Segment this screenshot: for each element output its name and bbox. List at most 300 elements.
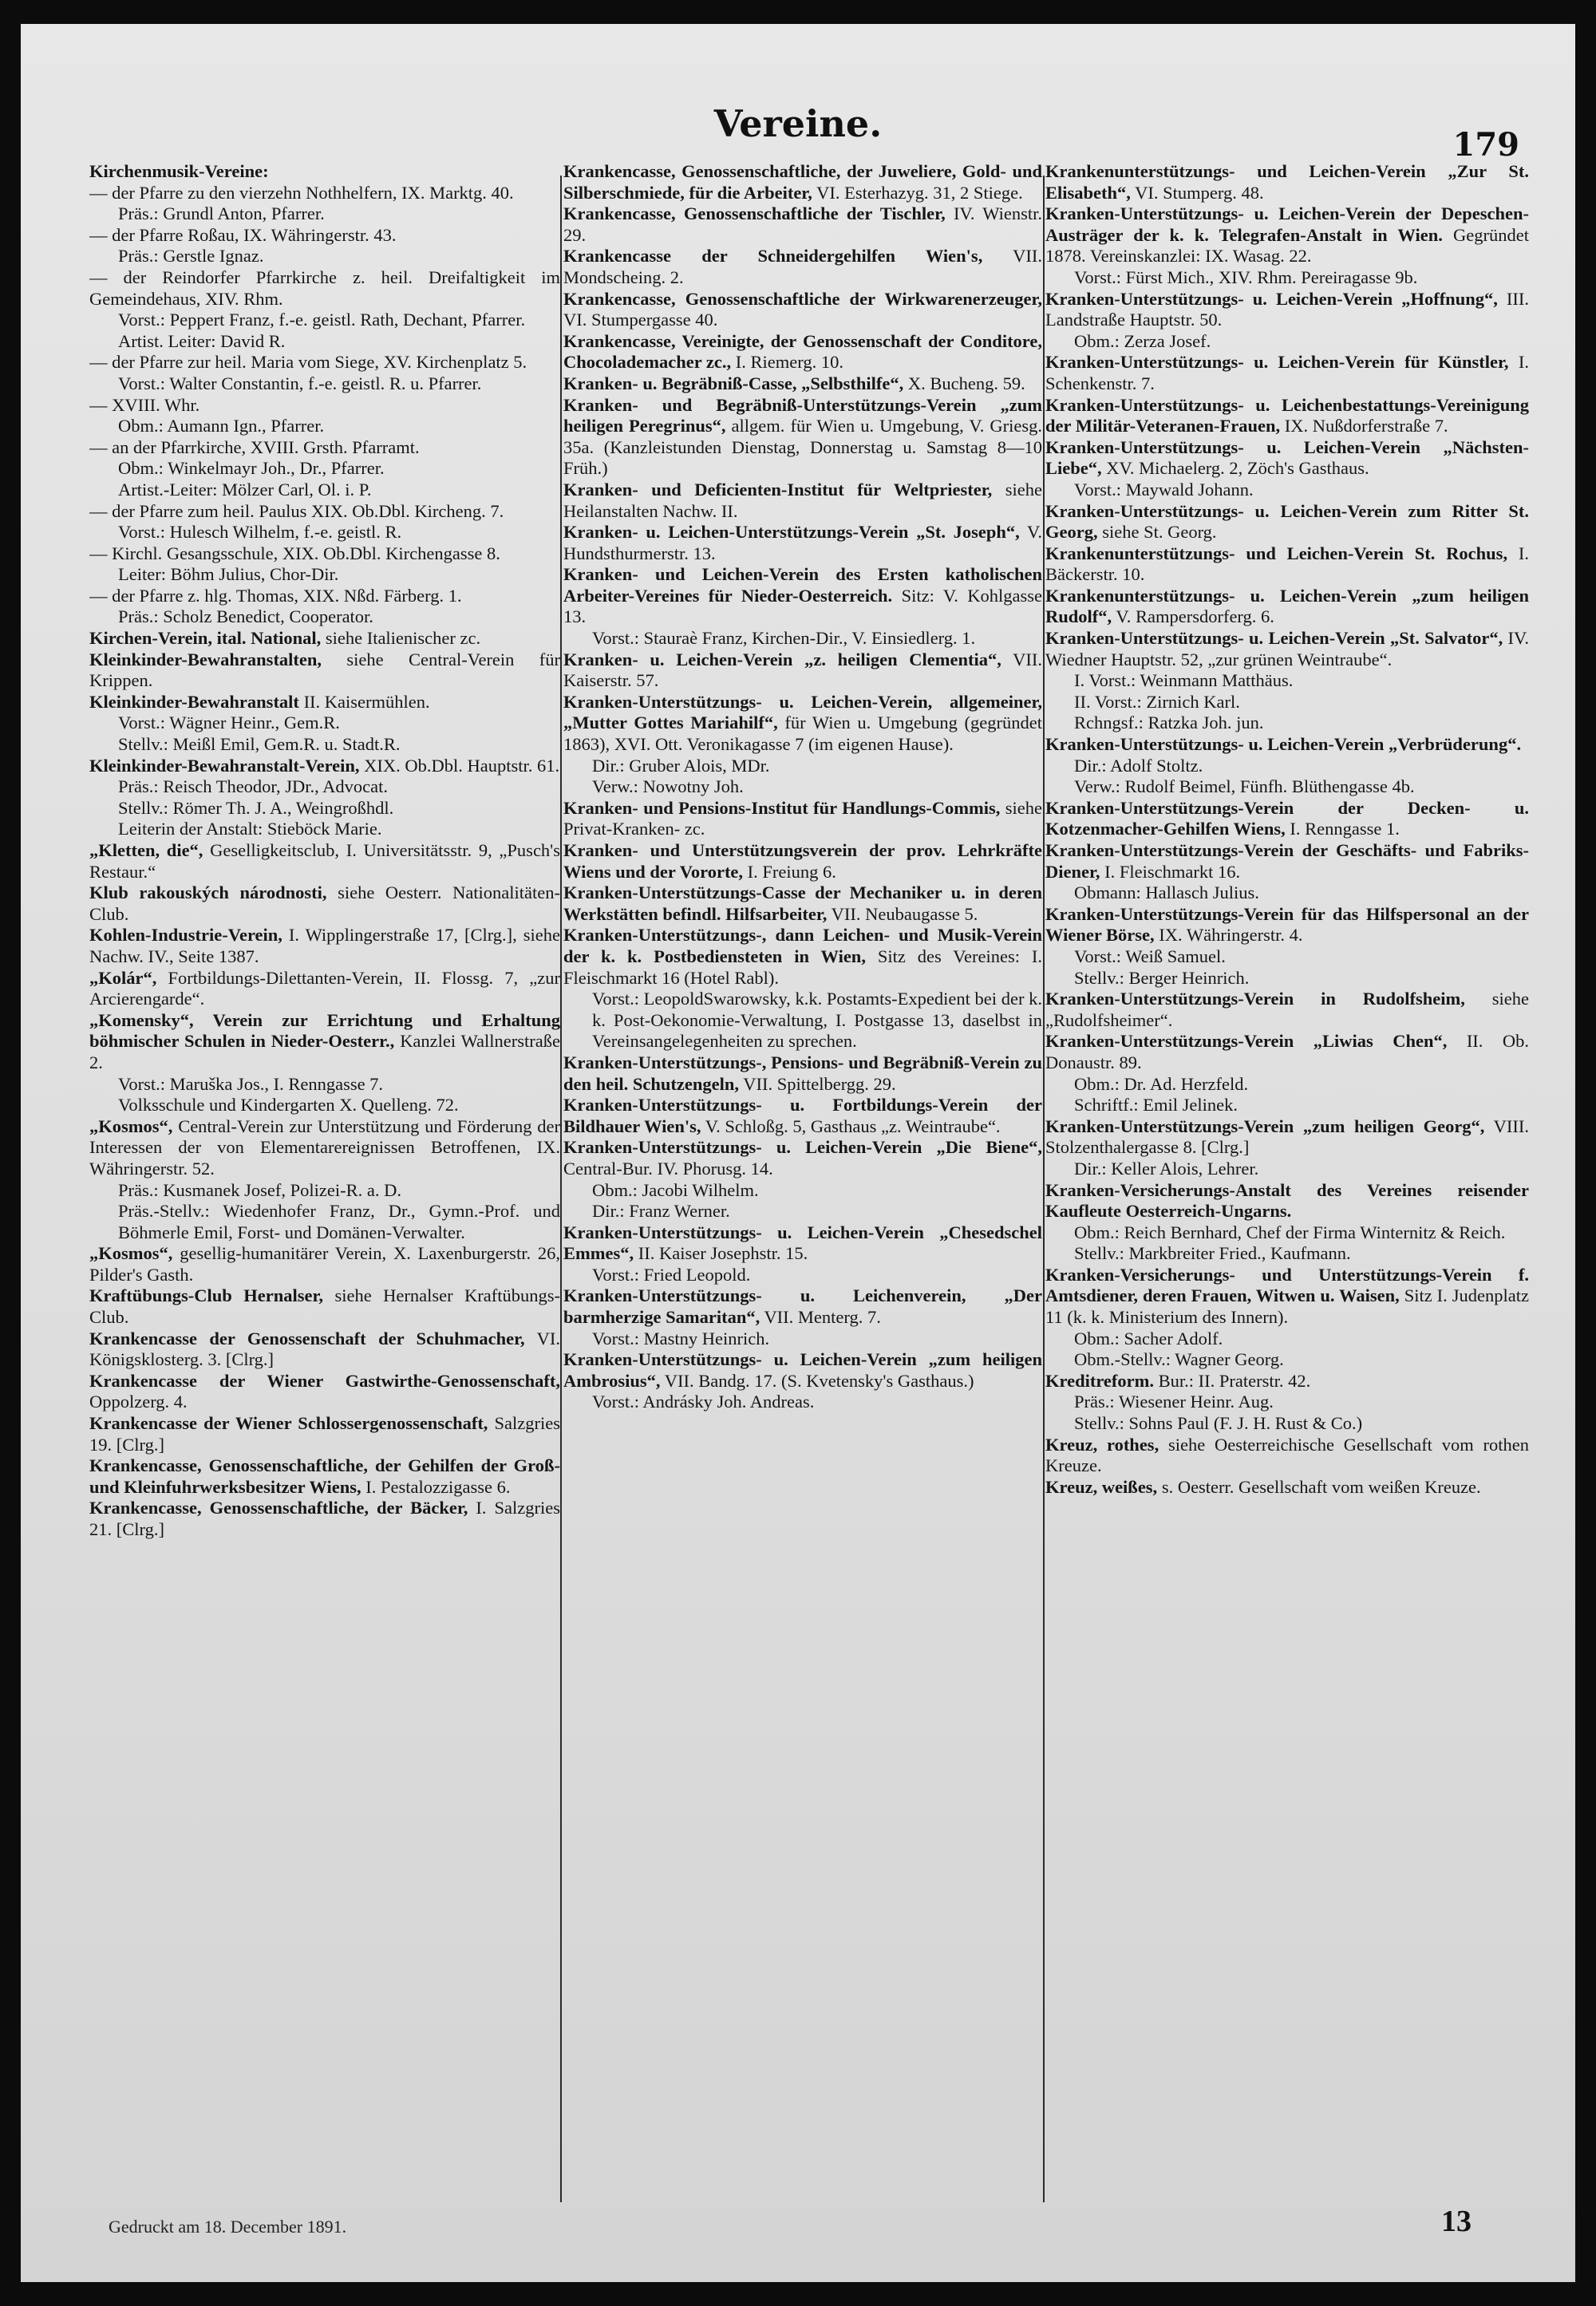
entry-heading: Krankencasse der Wiener Schlossergenossenschaft, [89, 1413, 488, 1434]
directory-entry [89, 522, 560, 543]
entry-heading: Krankencasse, Genossenschaftliche, der Gehilfen der Groß- und Kleinfuhrwerksbesitzer Wiens, [89, 1455, 560, 1497]
entry-heading: Kranken-Unterstützungs- u. Leichen-Verein „Hoffnung“, [1045, 288, 1498, 309]
entry-text: Präs.: Kusmanek Josef, Polizei-R. a. D. [118, 1179, 401, 1200]
entry-text: siehe St. Georg. [1102, 522, 1217, 543]
directory-entry [1045, 1413, 1529, 1435]
directory-entry [563, 1095, 1042, 1137]
entry-text: siehe Heilanstalten Nachw. II. [563, 479, 1042, 521]
entry-text: I. Riemerg. 10. [735, 352, 843, 373]
entry-text: — der Pfarre zur heil. Maria vom Siege, XV. Kirchenplatz 5. [89, 352, 527, 373]
entry-text: Oppolzerg. 4. [89, 1392, 188, 1412]
directory-entry [1045, 1392, 1529, 1413]
directory-entry [89, 416, 560, 437]
entry-text: allgem. für Wien u. Umgebung, V. Griesg. 35a. (Kanzleistunden Dienstag, Donnerstag u. Samstag 8—10 Früh.) [563, 416, 1042, 479]
directory-entry [563, 1201, 1042, 1222]
directory-entry [563, 1329, 1042, 1350]
directory-entry [89, 606, 560, 628]
directory-entry [1045, 989, 1529, 1031]
directory-entry [1045, 734, 1529, 756]
directory-entry [89, 756, 560, 777]
entry-heading: „Kosmos“, [89, 1243, 173, 1264]
directory-entry [563, 628, 1042, 650]
directory-entry [1045, 480, 1529, 501]
directory-entry [89, 183, 560, 204]
entry-text: — der Pfarre zu den vierzehn Nothhelfern, IX. Marktg. 40. [89, 182, 514, 203]
entry-heading: Kirchen-Verein, ital. National, [89, 628, 322, 649]
directory-entry [1045, 543, 1529, 586]
entry-text: VII. Neubaugasse 5. [831, 903, 978, 924]
entry-heading: Kleinkinder-Bewahranstalt [89, 691, 299, 712]
directory-entry [1045, 692, 1529, 713]
entry-heading: Krankenunterstützungs- u. Leichen-Verein „zum heiligen Rudolf“, [1045, 585, 1529, 627]
directory-entry [89, 586, 560, 607]
column-middle [563, 161, 1042, 1413]
directory-entry [563, 1392, 1042, 1413]
directory-entry [563, 564, 1042, 628]
entry-heading: Klub rakouských národnosti, [89, 883, 327, 903]
entry-text: V. Hundsthurmerstr. 13. [563, 522, 1042, 563]
directory-entry [89, 395, 560, 417]
entry-text: Vorst.: Fried Leopold. [592, 1264, 751, 1285]
entry-text: VII. Menterg. 7. [764, 1307, 881, 1328]
directory-entry [1045, 1159, 1529, 1180]
entry-text: IX. Währingerstr. 4. [1159, 925, 1303, 946]
entry-text: VI. Stumpergasse 40. [563, 310, 718, 330]
directory-entry [89, 1095, 560, 1116]
entry-text: Vorst.: Maruška Jos., I. Renngasse 7. [118, 1073, 384, 1094]
directory-entry [89, 437, 560, 459]
entry-text: Stellv.: Meißl Emil, Gem.R. u. Stadt.R. [118, 734, 401, 755]
directory-entry [1045, 1371, 1529, 1392]
entry-heading: Kranken- u. Begräbniß-Casse, „Selbsthilfe“, [563, 373, 904, 393]
entry-text: für Wien u. Umgebung (gegründet 1863), XVI. Ott. Veronikagasse 7 (im eigenen Hause). [563, 713, 1042, 755]
entry-text: Sitz des Vereines: I. Fleischmarkt 16 (Hotel Rabl). [563, 946, 1042, 988]
entry-text: I. Schenkenstr. 7. [1045, 352, 1529, 393]
directory-entry [1045, 670, 1529, 692]
entry-heading: Kleinkinder-Bewahranstalten, [89, 649, 322, 669]
entry-text: Vorst.: Maywald Johann. [1074, 479, 1254, 500]
entry-heading: Kranken-Unterstützungs- u. Leichen-Verein „Nächsten-Liebe“, [1045, 436, 1529, 479]
entry-heading: Kranken-Unterstützungs- u. Leichen-Verein „St. Salvator“, [1045, 628, 1503, 649]
directory-entry [563, 1222, 1042, 1265]
directory-entry [89, 1371, 560, 1413]
entry-heading: Kranken-Unterstützungs-Verein für das Hilfspersonal an der Wiener Börse, [1045, 903, 1529, 946]
entry-text: X. Bucheng. 59. [907, 373, 1025, 393]
entry-text: Vorst.: LeopoldSwarowsky, k.k. Postamts-Expedient bei der k. k. Post-Oekonomie-Verwaltung, I. Postgasse 13, daselbst in Vereinsangelegenheiten zu sprechen. [592, 989, 1042, 1052]
entry-heading: Kranken-Unterstützungs-Verein in Rudolfsheim, [1045, 989, 1465, 1009]
entry-heading: Kranken- und Begräbniß-Unterstützungs-Verein „zum heiligen Peregrinus“, [563, 394, 1042, 436]
entry-text: I. Pestalozzigasse 6. [365, 1476, 511, 1497]
entry-text: VI. Königsklosterg. 3. [Clrg.] [89, 1328, 560, 1370]
entry-text: Central-Bur. IV. Phorusg. 14. [563, 1158, 773, 1179]
entry-heading: Kranken- und Deficienten-Institut für Weltpriester, [563, 479, 993, 500]
entry-text: Artist.-Leiter: Mölzer Carl, Ol. i. P. [118, 479, 372, 500]
entry-text: Vorst.: Fürst Mich., XIV. Rhm. Pereiragasse 9b. [1074, 267, 1418, 287]
entry-heading: Kreditreform. [1045, 1370, 1154, 1391]
entry-text: Vorst.: Wägner Heinr., Gem.R. [118, 713, 340, 733]
entry-heading: Kranken- und Unterstützungsverein der prov. Lehrkräfte Wiens und der Vororte, [563, 840, 1042, 882]
directory-entry [1045, 1074, 1529, 1096]
entry-text: — der Pfarre Roßau, IX. Währingerstr. 43. [89, 224, 397, 245]
entry-text: siehe Central-Verein für Krippen. [89, 649, 560, 691]
entry-text: Central-Verein zur Unterstützung und Förderung der Interessen der von Elementarereignissen Betroffenen, IX. Währingerstr. 52. [89, 1115, 560, 1179]
entry-text: — der Pfarre z. hlg. Thomas, XIX. Nßd. Färberg. 1. [89, 585, 462, 606]
directory-entry [1045, 1329, 1529, 1350]
entry-text: I. Bäckerstr. 10. [1045, 543, 1529, 585]
entry-heading: Krankencasse, Genossenschaftliche der Wirkwarenerzeuger, [563, 288, 1042, 309]
directory-entry [1045, 1349, 1529, 1371]
directory-entry [1045, 946, 1529, 968]
entry-text: IV. Wienstr. 29. [563, 203, 1042, 245]
entry-heading: Kohlen-Industrie-Verein, [89, 925, 282, 946]
entry-heading: Kranken-Unterstützungs- u. Leichen-Verein für Künstler, [1045, 352, 1509, 373]
directory-entry [563, 331, 1042, 373]
directory-entry [89, 246, 560, 267]
directory-entry [1045, 798, 1529, 840]
directory-entry [89, 1180, 560, 1202]
entry-text: Obm.: Zerza Josef. [1074, 330, 1211, 351]
entry-text: Sitz: V. Kohlgasse 13. [563, 585, 1042, 627]
entry-heading: „Kletten, die“, [89, 840, 203, 860]
entry-heading: Kranken- und Pensions-Institut für Handlungs-Commis, [563, 797, 1001, 818]
entry-heading: Kranken-Unterstützungs- u. Leichen-Verein der Depeschen-Austräger der k. k. Telegrafen-Anstalt in Wien. [1045, 203, 1529, 245]
entry-text: II. Ob. Donaustr. 89. [1045, 1031, 1529, 1072]
directory-entry [89, 628, 560, 650]
directory-entry [89, 1010, 560, 1074]
directory-entry [89, 225, 560, 247]
directory-entry [563, 650, 1042, 692]
directory-entry [89, 925, 560, 967]
directory-entry [89, 1201, 560, 1243]
entry-heading: Krankencasse der Wiener Gastwirthe-Genossenschaft, [89, 1370, 560, 1391]
directory-entry [1045, 289, 1529, 331]
directory-entry [89, 692, 560, 713]
directory-entry [89, 968, 560, 1010]
directory-entry [563, 395, 1042, 480]
directory-entry [1045, 1477, 1529, 1499]
directory-entry [1045, 395, 1529, 437]
directory-entry [1045, 1435, 1529, 1477]
entry-heading: Kranken-Unterstützungs-Verein „zum heiligen Georg“, [1045, 1115, 1485, 1136]
directory-entry [1045, 331, 1529, 353]
entry-heading: Kranken-Unterstützungs- u. Leichenbestattungs-Vereinigung der Militär-Veteranen-Frauen, [1045, 394, 1529, 436]
entry-heading: Kranken-Unterstützungs- u. Leichen-Verein „Verbrüderung“. [1045, 734, 1522, 755]
entry-text: Gegründet 1878. Vereinskanzlei: IX. Wasag. 22. [1045, 224, 1529, 267]
directory-entry [1045, 968, 1529, 989]
entry-heading: Krankencasse der Genossenschaft der Schuhmacher, [89, 1328, 525, 1348]
entry-text: II. Kaisermühlen. [303, 691, 430, 712]
entry-heading: Kraftübungs-Club Hernalser, [89, 1285, 324, 1306]
directory-entry [563, 1285, 1042, 1328]
entry-text: XIX. Ob.Dbl. Hauptstr. 61. [364, 755, 560, 776]
entry-text: Vorst.: Walter Constantin, f.-e. geistl. R. u. Pfarrer. [118, 373, 482, 393]
entry-text: VII. Mondscheing. 2. [563, 246, 1042, 287]
entry-text: Verw.: Nowotny Joh. [592, 776, 744, 797]
directory-entry [89, 501, 560, 523]
directory-entry [89, 776, 560, 798]
entry-text: Stellv.: Berger Heinrich. [1074, 967, 1250, 988]
directory-entry [89, 1074, 560, 1096]
entry-text: VII. Kaiserstr. 57. [563, 649, 1042, 691]
entry-text: Obmann: Hallasch Julius. [1074, 883, 1259, 903]
entry-text: VI. Stumperg. 48. [1135, 182, 1264, 203]
directory-entry [89, 798, 560, 819]
directory-entry [563, 246, 1042, 288]
entry-text: Dir.: Franz Werner. [592, 1201, 730, 1222]
entry-text: Rchngsf.: Ratzka Joh. jun. [1074, 713, 1264, 733]
entry-heading: Kranken- und Leichen-Verein des Ersten katholischen Arbeiter-Vereines für Nieder-Oesterreich. [563, 564, 1042, 606]
directory-entry [563, 692, 1042, 756]
entry-text: Leiterin der Anstalt: Stieböck Marie. [118, 819, 382, 839]
directory-entry [563, 925, 1042, 989]
directory-entry [89, 1413, 560, 1455]
entry-text: Salzgries 19. [Clrg.] [89, 1413, 560, 1455]
directory-entry [89, 373, 560, 395]
directory-entry [1045, 586, 1529, 628]
directory-entry [89, 1329, 560, 1371]
directory-entry [1045, 1243, 1529, 1265]
directory-entry [89, 267, 560, 310]
entry-heading: Kranken-Unterstützungs- u. Leichen-Verein „zum heiligen Ambrosius“, [563, 1349, 1042, 1391]
entry-text: IV. Wiedner Hauptstr. 52, „zur grünen Weintraube“. [1045, 628, 1529, 669]
directory-entry [89, 1243, 560, 1285]
sheet-signature: 13 [1441, 2205, 1472, 2238]
directory-entry [89, 458, 560, 480]
entry-heading: Krankenunterstützungs- und Leichen-Verein „Zur St. Elisabeth“, [1045, 161, 1529, 203]
entry-text: Obm.: Dr. Ad. Herzfeld. [1074, 1073, 1249, 1094]
entry-heading: „Komensky“, Verein zur Errichtung und Erhaltung böhmischer Schulen in Nieder-Oesterr., [89, 1009, 560, 1052]
entry-text: VIII. Stolzenthalergasse 8. [Clrg.] [1045, 1115, 1529, 1158]
entry-text: — XVIII. Whr. [89, 394, 200, 415]
entry-text: I. Freiung 6. [747, 861, 836, 882]
directory-entry [1045, 1095, 1529, 1116]
directory-entry [89, 734, 560, 756]
page-number: 179 [1452, 126, 1519, 164]
entry-text: Verw.: Rudolf Beimel, Fünfh. Blüthengasse 4b. [1074, 776, 1415, 797]
entry-heading: Kranken-Unterstützungs-Verein der Geschäfts- und Fabriks-Diener, [1045, 840, 1529, 882]
entry-heading: Kreuz, rothes, [1045, 1434, 1159, 1455]
entry-text: VII. Bandg. 17. (S. Kvetensky's Gasthaus.) [664, 1370, 974, 1391]
directory-entry [1045, 1180, 1529, 1222]
directory-entry [1045, 1031, 1529, 1073]
entry-text: Dir.: Keller Alois, Lehrer. [1074, 1158, 1259, 1179]
directory-entry [1045, 628, 1529, 670]
directory-entry [563, 203, 1042, 246]
entry-text: Obm.: Winkelmayr Joh., Dr., Pfarrer. [118, 458, 385, 479]
columns [21, 161, 1575, 2282]
entry-text: Vorst.: Mastny Heinrich. [592, 1328, 770, 1348]
directory-entry [1045, 203, 1529, 267]
directory-entry [563, 1180, 1042, 1202]
entry-heading: Kranken- u. Leichen-Unterstützungs-Verein „St. Joseph“, [563, 522, 1020, 543]
entry-heading: Kleinkinder-Bewahranstalt-Verein, [89, 755, 360, 776]
entry-heading: Krankencasse, Genossenschaftliche der Tischler, [563, 203, 946, 224]
directory-page [21, 24, 1575, 2282]
entry-text: siehe Hernalser Kraftübungs-Club. [89, 1285, 560, 1328]
directory-entry [89, 203, 560, 225]
entry-text: siehe Privat-Kranken- zc. [563, 797, 1042, 839]
entry-text: II. Vorst.: Zirnich Karl. [1074, 691, 1240, 712]
entry-heading: Krankencasse, Genossenschaftliche, der Juweliere, Gold- und Silberschmiede, für die Arbeiter, [563, 161, 1042, 203]
directory-entry [1045, 713, 1529, 734]
entry-heading: Krankencasse der Schneidergehilfen Wien's, [563, 246, 983, 267]
entry-text: Volksschule und Kindergarten X. Quelleng. 72. [118, 1095, 459, 1115]
entry-text: — Kirchl. Gesangsschule, XIX. Ob.Dbl. Kirchengasse 8. [89, 543, 500, 563]
entry-text: Kanzlei Wallnerstraße 2. [89, 1031, 560, 1072]
entry-text: XV. Michaelerg. 2, Zöch's Gasthaus. [1106, 458, 1369, 479]
entry-text: VII. Spittelbergg. 29. [743, 1073, 896, 1094]
entry-text: I. Fleischmarkt 16. [1104, 861, 1241, 882]
entry-heading: Krankencasse, Vereinigte, der Genossenschaft der Conditore, Chocolademacher zc., [563, 330, 1042, 373]
directory-entry [563, 883, 1042, 925]
directory-entry [1045, 1116, 1529, 1159]
entry-heading: Kranken-Unterstützungs- u. Leichen-Verein zum Ritter St. Georg, [1045, 500, 1529, 543]
directory-entry [1045, 904, 1529, 946]
directory-entry [1045, 840, 1529, 883]
directory-entry [1045, 161, 1529, 203]
entry-heading: Kranken-Unterstützungs- u. Leichenverein, „Der barmherzige Samaritan“, [563, 1285, 1042, 1328]
directory-entry [89, 1455, 560, 1498]
column-left [89, 161, 560, 1541]
entry-text: Präs.: Reisch Theodor, JDr., Advocat. [118, 776, 389, 797]
directory-entry [89, 564, 560, 586]
directory-entry [563, 1349, 1042, 1392]
entry-text: Geselligkeitsclub, I. Universitätsstr. 9, „Pusch's Restaur.“ [89, 840, 560, 882]
entry-text: Stellv.: Sohns Paul (F. J. H. Rust & Co.) [1074, 1413, 1363, 1434]
entry-text: VI. Esterhazyg. 31, 2 Stiege. [816, 182, 1023, 203]
directory-entry [1045, 756, 1529, 777]
entry-text: — der Pfarre zum heil. Paulus XIX. Ob.Dbl. Kircheng. 7. [89, 500, 504, 521]
directory-entry [563, 840, 1042, 883]
directory-entry [89, 713, 560, 734]
entry-text: I. Wipplingerstraße 17, [Clrg.], siehe Nachw. IV., Seite 1387. [89, 925, 560, 966]
directory-entry [1045, 501, 1529, 543]
directory-entry [563, 480, 1042, 522]
entry-heading: Kranken-Unterstützungs- u. Leichen-Verein „Chesedschel Emmes“, [563, 1222, 1042, 1264]
entry-heading: „Kosmos“, [89, 1115, 173, 1136]
directory-entry [563, 798, 1042, 840]
entry-text: Stellv.: Markbreiter Fried., Kaufmann. [1074, 1243, 1351, 1264]
entry-heading: Kranken-Unterstützungs-Verein der Decken- u. Kotzenmacher-Gehilfen Wiens, [1045, 797, 1529, 839]
entry-text: I. Renngasse 1. [1290, 819, 1400, 839]
directory-entry [563, 756, 1042, 777]
entry-text: Obm.-Stellv.: Wagner Georg. [1074, 1349, 1284, 1370]
entry-text: I. Salzgries 21. [Clrg.] [89, 1498, 560, 1539]
directory-entry [563, 989, 1042, 1052]
directory-entry [89, 1116, 560, 1180]
entry-text: Stellv.: Römer Th. J. A., Weingroßhdl. [118, 797, 394, 818]
entry-text: Vorst.: Weiß Samuel. [1074, 946, 1226, 966]
entry-text: Schriftf.: Emil Jelinek. [1074, 1095, 1238, 1115]
directory-entry [1045, 1222, 1529, 1244]
entry-text: s. Oesterr. Gesellschaft vom weißen Kreuze. [1161, 1476, 1481, 1497]
entry-heading: Kranken-Unterstützungs- u. Leichen-Verein, allgemeiner, „Mutter Gottes Mariahilf“, [563, 691, 1042, 733]
directory-entry [563, 161, 1042, 203]
entry-text: I. Vorst.: Weinmann Matthäus. [1074, 670, 1294, 691]
directory-entry [89, 819, 560, 840]
entry-heading: Kranken-Unterstützungs- u. Leichen-Verein „Die Biene“, [563, 1137, 1042, 1158]
entry-text: Vorst.: Andrásky Joh. Andreas. [592, 1392, 815, 1412]
directory-entry [89, 310, 560, 331]
directory-entry [563, 1052, 1042, 1095]
entry-text: Obm.: Reich Bernhard, Chef der Firma Winternitz & Reich. [1074, 1222, 1506, 1242]
entry-text: Dir.: Adolf Stoltz. [1074, 755, 1203, 776]
directory-entry [89, 480, 560, 501]
entry-heading: Kranken-Unterstützungs-Verein „Liwias Chen“, [1045, 1031, 1448, 1052]
directory-entry [89, 1285, 560, 1328]
entry-text: III. Landstraße Hauptstr. 50. [1045, 288, 1529, 330]
entry-heading: „Kolár“, [89, 967, 157, 988]
print-date: Gedruckt am 18. December 1891. [109, 2217, 347, 2237]
entry-text: Präs.-Stellv.: Wiedenhofer Franz, Dr., Gymn.-Prof. und Böhmerle Emil, Forst- und Domänen-Verwalter. [118, 1201, 560, 1242]
entry-text: Obm.: Aumann Ign., Pfarrer. [118, 416, 325, 436]
directory-entry [89, 840, 560, 883]
entry-text: V. Schloßg. 5, Gasthaus „z. Weintraube“. [705, 1115, 1001, 1136]
entry-heading: Kirchenmusik-Vereine: [89, 161, 269, 181]
directory-entry [89, 650, 560, 692]
directory-entry [89, 161, 560, 183]
directory-entry [563, 776, 1042, 798]
entry-heading: Kreuz, weißes, [1045, 1476, 1158, 1497]
entry-text: gesellig-humanitärer Verein, X. Laxenburgerstr. 26, Pilder's Gasth. [89, 1243, 560, 1285]
entry-heading: Kranken-Versicherungs- und Unterstützungs-Verein f. Amtsdiener, deren Frauen, Witwen u. Waisen, [1045, 1264, 1529, 1306]
entry-heading: Kranken-Versicherungs-Anstalt des Vereines reisender Kaufleute Oesterreich-Ungarns. [1045, 1179, 1529, 1222]
entry-heading: Kranken- u. Leichen-Verein „z. heiligen Clementia“, [563, 649, 1001, 669]
directory-entry [1045, 437, 1529, 480]
directory-entry [1045, 1265, 1529, 1329]
directory-entry [1045, 776, 1529, 798]
entry-text: IX. Nußdorferstraße 7. [1284, 416, 1448, 436]
directory-entry [563, 522, 1042, 564]
entry-heading: Kranken-Unterstützungs-, Pensions- und Begräbniß-Verein zu den heil. Schutzengeln, [563, 1052, 1042, 1094]
entry-heading: Krankenunterstützungs- und Leichen-Verein St. Rochus, [1045, 543, 1508, 563]
directory-entry [1045, 352, 1529, 394]
entry-text: II. Kaiser Josephstr. 15. [638, 1243, 808, 1264]
directory-entry [563, 1137, 1042, 1179]
entry-text: Präs.: Wiesener Heinr. Aug. [1074, 1392, 1274, 1412]
entry-text: Bur.: II. Praterstr. 42. [1158, 1370, 1311, 1391]
directory-entry [89, 352, 560, 373]
entry-text: Fortbildungs-Dilettanten-Verein, II. Flossg. 7, „zur Arcierengarde“. [89, 967, 560, 1009]
entry-text: — an der Pfarrkirche, XVIII. Grsth. Pfarramt. [89, 436, 420, 457]
entry-text: Präs.: Scholz Benedict, Cooperator. [118, 606, 373, 627]
entry-text: Artist. Leiter: David R. [118, 330, 286, 351]
entry-text: Vorst.: Hulesch Wilhelm, f.-e. geistl. R. [118, 522, 402, 543]
entry-text: Sitz I. Judenplatz 11 (k. k. Ministerium des Innern). [1045, 1285, 1529, 1328]
entry-text: V. Rampersdorferg. 6. [1116, 606, 1274, 627]
entry-text: siehe Oesterr. Nationalitäten-Club. [89, 883, 560, 924]
directory-entry [89, 1498, 560, 1540]
entry-text: Leiter: Böhm Julius, Chor-Dir. [118, 564, 339, 585]
directory-entry [89, 883, 560, 925]
directory-entry [89, 331, 560, 353]
column-right [1045, 161, 1529, 1498]
page-title: Vereine. [713, 102, 883, 145]
directory-entry [563, 1265, 1042, 1286]
entry-text: siehe Oesterreichische Gesellschaft vom rothen Kreuze. [1045, 1434, 1529, 1476]
entry-text: siehe „Rudolfsheimer“. [1045, 989, 1529, 1030]
entry-text: Präs.: Gerstle Ignaz. [118, 246, 264, 267]
directory-entry [1045, 883, 1529, 904]
entry-heading: Krankencasse, Genossenschaftliche, der Bäcker, [89, 1498, 468, 1518]
entry-text: — der Reindorfer Pfarrkirche z. heil. Dreifaltigkeit im Gemeindehaus, XIV. Rhm. [89, 267, 560, 309]
entry-text: Vorst.: Peppert Franz, f.-e. geistl. Rath, Dechant, Pfarrer. [118, 310, 526, 330]
entry-text: Vorst.: Stauraè Franz, Kirchen-Dir., V. Einsiedlerg. 1. [592, 628, 976, 649]
entry-text: Dir.: Gruber Alois, MDr. [592, 755, 770, 776]
entry-heading: Kranken-Unterstützungs- u. Fortbildungs-Verein der Bildhauer Wien's, [563, 1095, 1042, 1136]
entry-text: siehe Italienischer zc. [325, 628, 481, 649]
entry-text: Präs.: Grundl Anton, Pfarrer. [118, 203, 325, 224]
